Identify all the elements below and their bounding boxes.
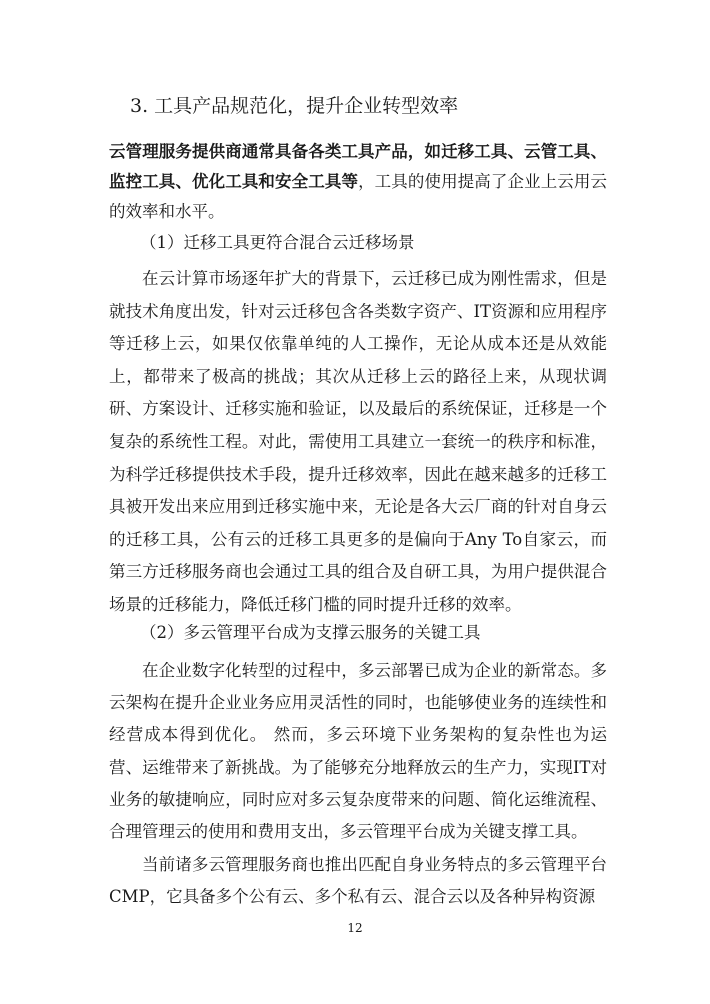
- subsection-heading-migration-tools: （1）迁移工具更符合混合云迁移场景: [140, 233, 415, 252]
- intro-rest: ，工具的使用提高了企业上云用云的效率和水平。: [109, 172, 608, 221]
- section-heading: 3. 工具产品规范化，提升企业转型效率: [130, 95, 459, 117]
- paragraph-migration-tools: 在云计算市场逐年扩大的背景下，云迁移已成为刚性需求，但是就技术角度出发，针对云迁移包含各类数字资产、IT资源和应用程序等迁移上云，如果仅依靠单纯的人工操作，无论从成本还是从效能上，都带来了极高的挑战；其次从迁移上云的路径上来，从现状调研、方案设计、迁移实施和验证，以及最后的系统保证，迁移是一个复杂的系统性工程。对此，需使用工具建立一套统一的秩序和标准，为科学迁移提供技术手段，提升迁移效率，因此在越来越多的迁移工具被开发出来应用到迁移实施中来，无论是各大云厂商的针对自身云的迁移工具，公有云的迁移工具更多的是偏向于Any To自家云，而第三方迁移服务商也会通过工具的组合及自研工具，为用户提供混合场景的迁移能力，降低迁移门槛的同时提升迁移的效率。: [109, 269, 607, 614]
- intro-paragraph: [109, 137, 607, 227]
- subsection-heading-multicloud-platform: （2）多云管理平台成为支撑云服务的关键工具: [140, 623, 481, 642]
- paragraph-multicloud-platform-continued: 当前诸多云管理服务商也推出匹配自身业务特点的多云管理平台CMP，它具备多个公有云、多个私有云、混合云以及各种异构资源: [109, 855, 607, 906]
- page-number: 12: [347, 921, 363, 935]
- paragraph-multicloud-platform: 在企业数字化转型的过程中，多云部署已成为企业的新常态。多云架构在提升企业业务应用灵活性的同时，也能够使业务的连续性和经营成本得到优化。 然而，多云环境下业务架构的复杂性也为运营、运维带来了新挑战。为了能够充分地释放云的生产力，实现IT对业务的敏捷响应，同时应对多云复杂度带来的问题、简化运维流程、合理管理云的使用和费用支出，多云管理平台成为关键支撑工具。: [109, 661, 607, 842]
- intro-bold-lead: 云管理服务提供商通常具备各类工具产品，如迁移工具、云管工具、监控工具、优化工具和安全工具等: [109, 142, 607, 191]
